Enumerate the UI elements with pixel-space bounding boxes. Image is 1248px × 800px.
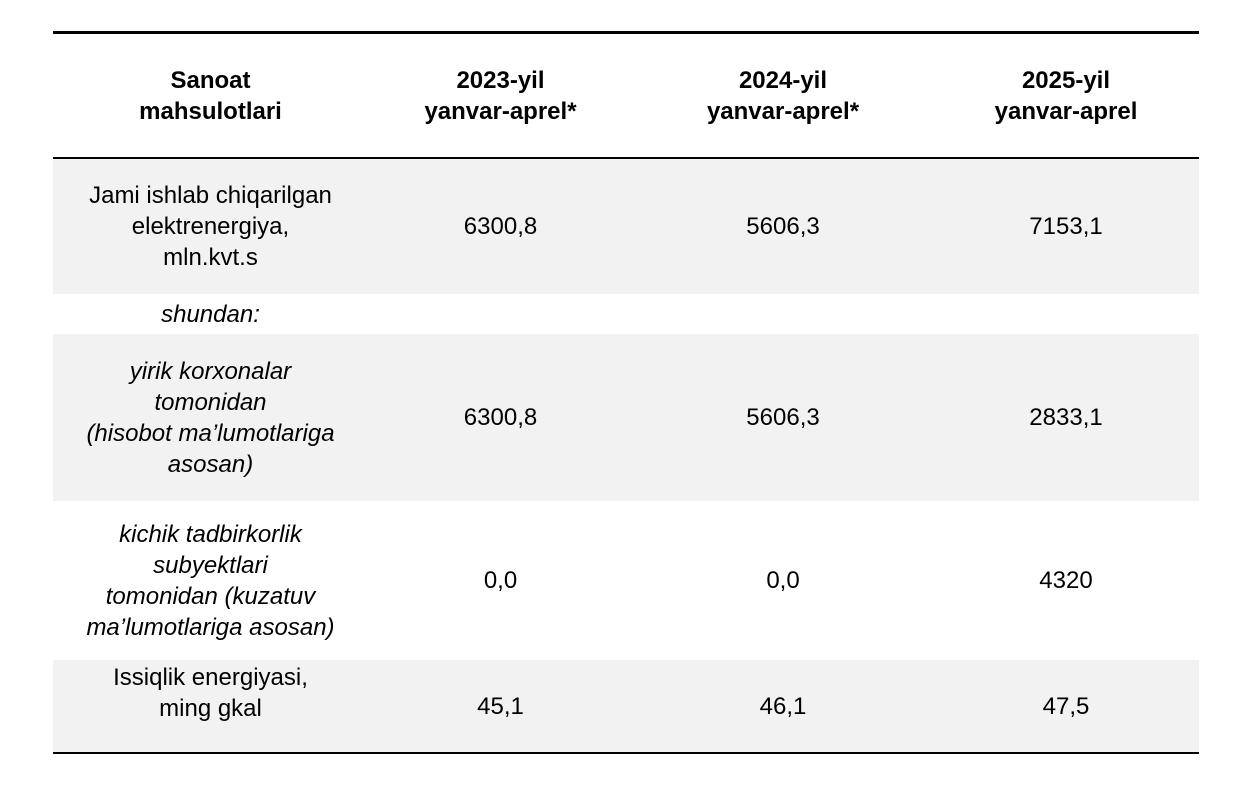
table-row bbox=[53, 159, 1199, 294]
row-label-line: Jami ishlab chiqarilgan bbox=[89, 182, 332, 209]
header-2025-line1: 2025-yil bbox=[1021, 66, 1111, 94]
header-2024-line1: 2024-yil bbox=[738, 66, 828, 94]
row-label-line: yirik korxonalar bbox=[129, 357, 292, 385]
value-2023: 45,1 bbox=[477, 692, 524, 720]
value-2024: 0,0 bbox=[766, 567, 800, 594]
row-label-line: Issiqlik energiyasi, bbox=[113, 664, 308, 691]
row-label bbox=[53, 334, 368, 501]
value-2023: 6300,8 bbox=[463, 404, 538, 431]
header-2024-line2: yanvar-aprel* bbox=[706, 97, 860, 125]
value-2024: 46,1 bbox=[759, 692, 807, 720]
row-label-line: mln.kvt.s bbox=[163, 244, 258, 271]
row-label-line: asosan) bbox=[167, 450, 254, 478]
value-2025: 7153,1 bbox=[1029, 213, 1103, 240]
value-2024: 5606,3 bbox=[746, 213, 820, 240]
row-label: shundan: bbox=[161, 300, 260, 328]
header-products bbox=[53, 34, 368, 157]
table-bottom-rule bbox=[53, 752, 1199, 754]
row-label-line: (hisobot ma’lumotlariga bbox=[86, 419, 335, 447]
row-label bbox=[53, 660, 368, 752]
table-header-row bbox=[53, 34, 1199, 157]
value-2023: 6300,8 bbox=[463, 213, 538, 240]
row-label bbox=[53, 501, 368, 660]
row-label-line: subyektlari bbox=[153, 551, 268, 579]
row-label-line: tomonidan (kuzatuv bbox=[105, 582, 316, 610]
table-row bbox=[53, 501, 1199, 660]
header-products-line2: mahsulotlari bbox=[139, 97, 282, 125]
table-row bbox=[53, 660, 1199, 752]
header-products-line1: Sanoat bbox=[170, 66, 251, 94]
header-2025-line2: yanvar-aprel bbox=[994, 97, 1138, 125]
value-2025: 4320 bbox=[1039, 567, 1093, 594]
row-label bbox=[53, 159, 368, 294]
header-2023-line1: 2023-yil bbox=[456, 66, 545, 94]
value-2024: 5606,3 bbox=[746, 404, 820, 431]
row-label-line: ma’lumotlariga asosan) bbox=[86, 613, 335, 641]
value-2025: 47,5 bbox=[1042, 692, 1090, 720]
row-label-line: kichik tadbirkorlik bbox=[119, 520, 302, 548]
row-label-line: ming gkal bbox=[159, 695, 262, 722]
header-2023-line2: yanvar-aprel* bbox=[424, 97, 577, 125]
value-2025: 2833,1 bbox=[1029, 404, 1103, 431]
header-2024 bbox=[633, 34, 933, 157]
header-2025 bbox=[933, 34, 1199, 157]
header-2023 bbox=[368, 34, 633, 157]
energy-production-table bbox=[53, 31, 1199, 755]
table-row bbox=[53, 334, 1199, 501]
value-2023: 0,0 bbox=[483, 567, 518, 594]
row-label-line: elektrenergiya, bbox=[131, 213, 290, 240]
table-row bbox=[53, 294, 1199, 334]
row-label-line: tomonidan bbox=[154, 388, 267, 416]
